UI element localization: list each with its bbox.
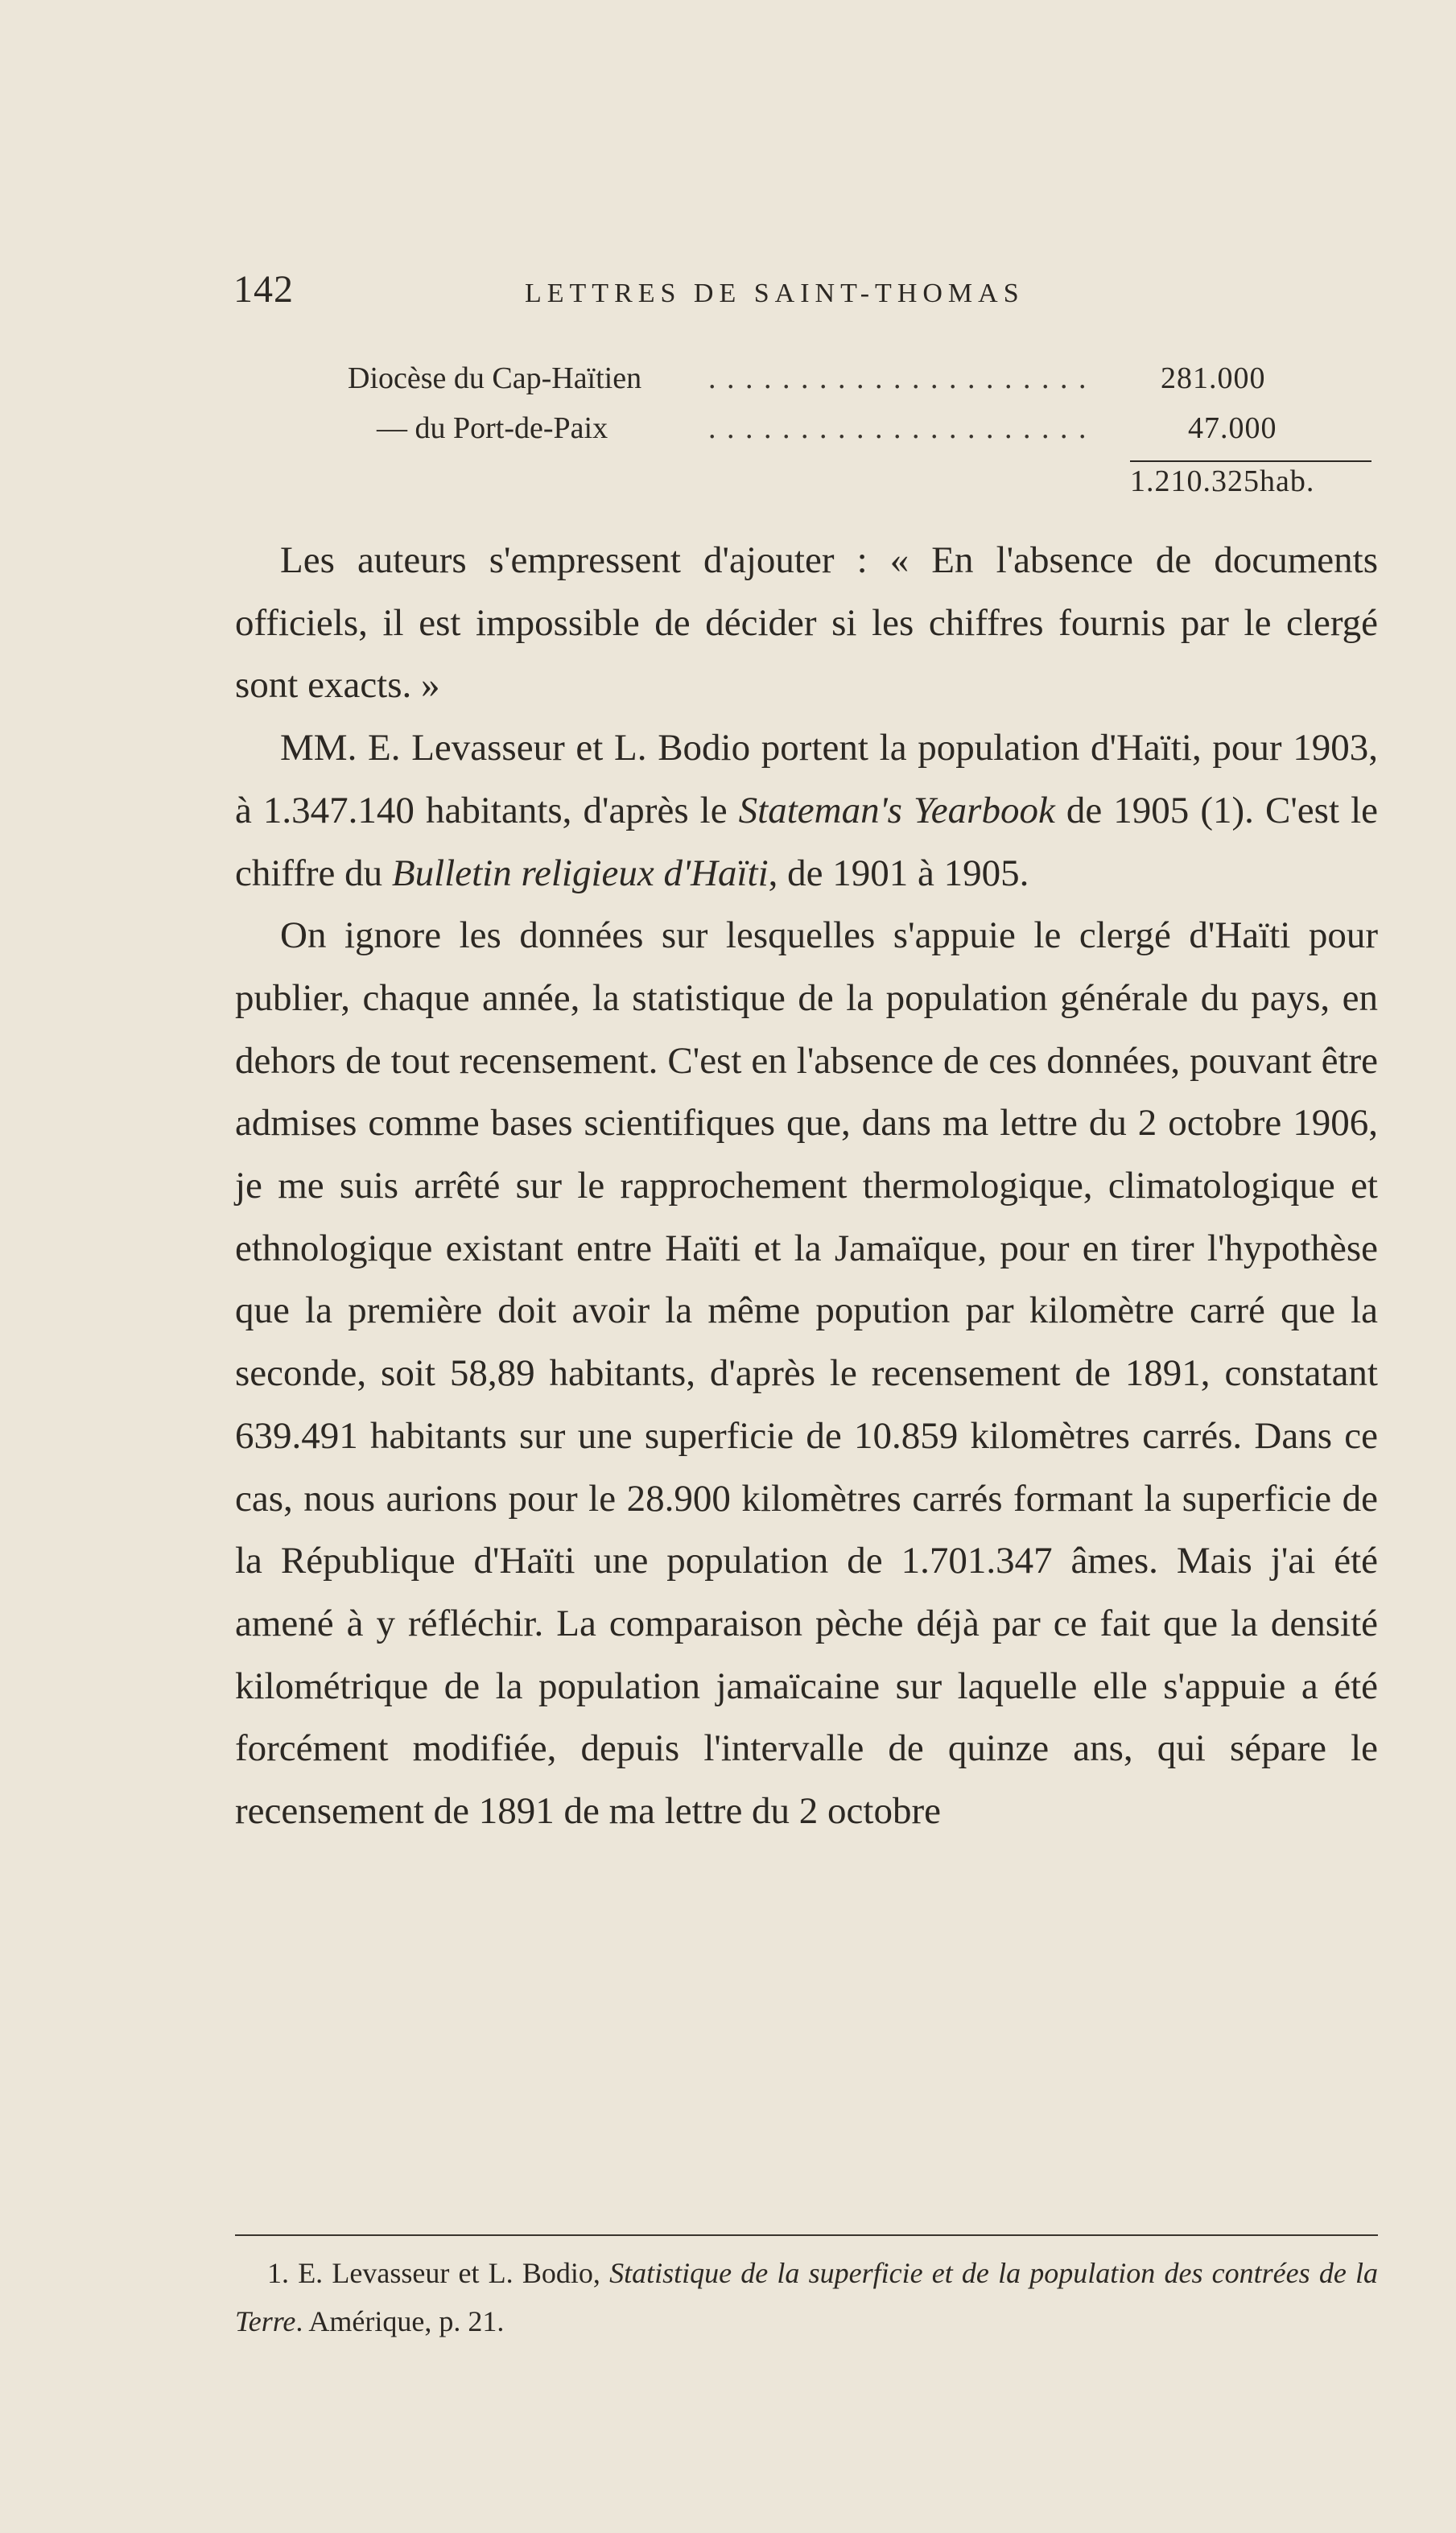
italic-title: Stateman's Yearbook — [738, 789, 1055, 831]
leader-dots: . . . . . . . . . . . . . . . . . . . . . — [708, 361, 1088, 395]
italic-title: Bulletin religieux d'Haïti — [391, 852, 769, 894]
footnote-italic: Statistique de la superficie et de la population des contrées de la Terre — [235, 2257, 1378, 2337]
running-title: LETTRES DE SAINT-THOMAS — [525, 278, 1025, 308]
paragraph: Les auteurs s'empressent d'ajouter : « En l'absence de documents officiels, il est impossible de décider si les chiffres fournis par le clergé sont exacts. » — [235, 539, 1378, 707]
text-run: de 1905 (1). C'est le chiffre du — [235, 789, 1378, 894]
paragraph: On ignore les données sur lesquelles s'appuie le clergé d'Haïti pour publier, chaque année, la statistique de la population générale du pays, en dehors de tout recensement. C'est en l'absence de ces données, pouvant être admises comme bases scientifiques que, dans ma lettre du 2 octobre 1906, je me suis arrêté sur le rapprochement thermologique, climatologique et ethnologique existant entre Haïti et la Jamaïque, pour en tirer l'hypothèse que la première doit avoir la même popution par kilomètre carré que la seconde, soit 58,89 habitants, d'après le recensement de 1891, constatant 639.491 habitants sur une superficie de 10.859 kilomètres carrés. Dans ce cas, nous aurions pour le 28.900 kilomètres carrés formant la superficie de la République d'Haïti une population de 1.701.347 âmes. Mais j'ai été amené à y réfléchir. La comparaison pèche déjà par ce fait que la densité kilométrique de la population jamaïcaine sur laquelle elle s'appuie a été forcément modifiée, depuis l'intervalle de quinze ans, qui sépare le recensement de 1891 de ma lettre du 2 octobre — [235, 914, 1378, 1833]
sum-rule — [1130, 460, 1371, 462]
table-total: 1.210.325hab. — [1130, 464, 1315, 498]
population-table — [348, 361, 1378, 505]
footnote-text: 1. E. Levasseur et L. Bodio, — [267, 2257, 610, 2289]
footnote — [235, 2249, 1378, 2345]
footnote-text: . Amérique, p. 21. — [295, 2305, 505, 2337]
table-row-value: 281.000 — [1161, 361, 1266, 395]
table-row-value: 47.000 — [1188, 411, 1277, 445]
text-run: MM. E. Levasseur et L. Bodio portent la population d'Haïti, pour 1903, à 1.347.140 habitants, d'après le — [235, 727, 1378, 831]
paragraph — [235, 717, 1378, 905]
text-run: , de 1901 à 1905. — [768, 852, 1029, 894]
page-header — [233, 267, 1376, 324]
page-number: 142 — [233, 268, 294, 311]
table-row-label: — du Port-de-Paix — [377, 411, 608, 445]
leader-dots: . . . . . . . . . . . . . . . . . . . . . — [708, 411, 1088, 445]
body-text — [235, 530, 1378, 1843]
table-row-label: Diocèse du Cap-Haïtien — [348, 361, 642, 395]
footnotes — [235, 2249, 1378, 2345]
footnote-rule — [235, 2234, 1378, 2236]
